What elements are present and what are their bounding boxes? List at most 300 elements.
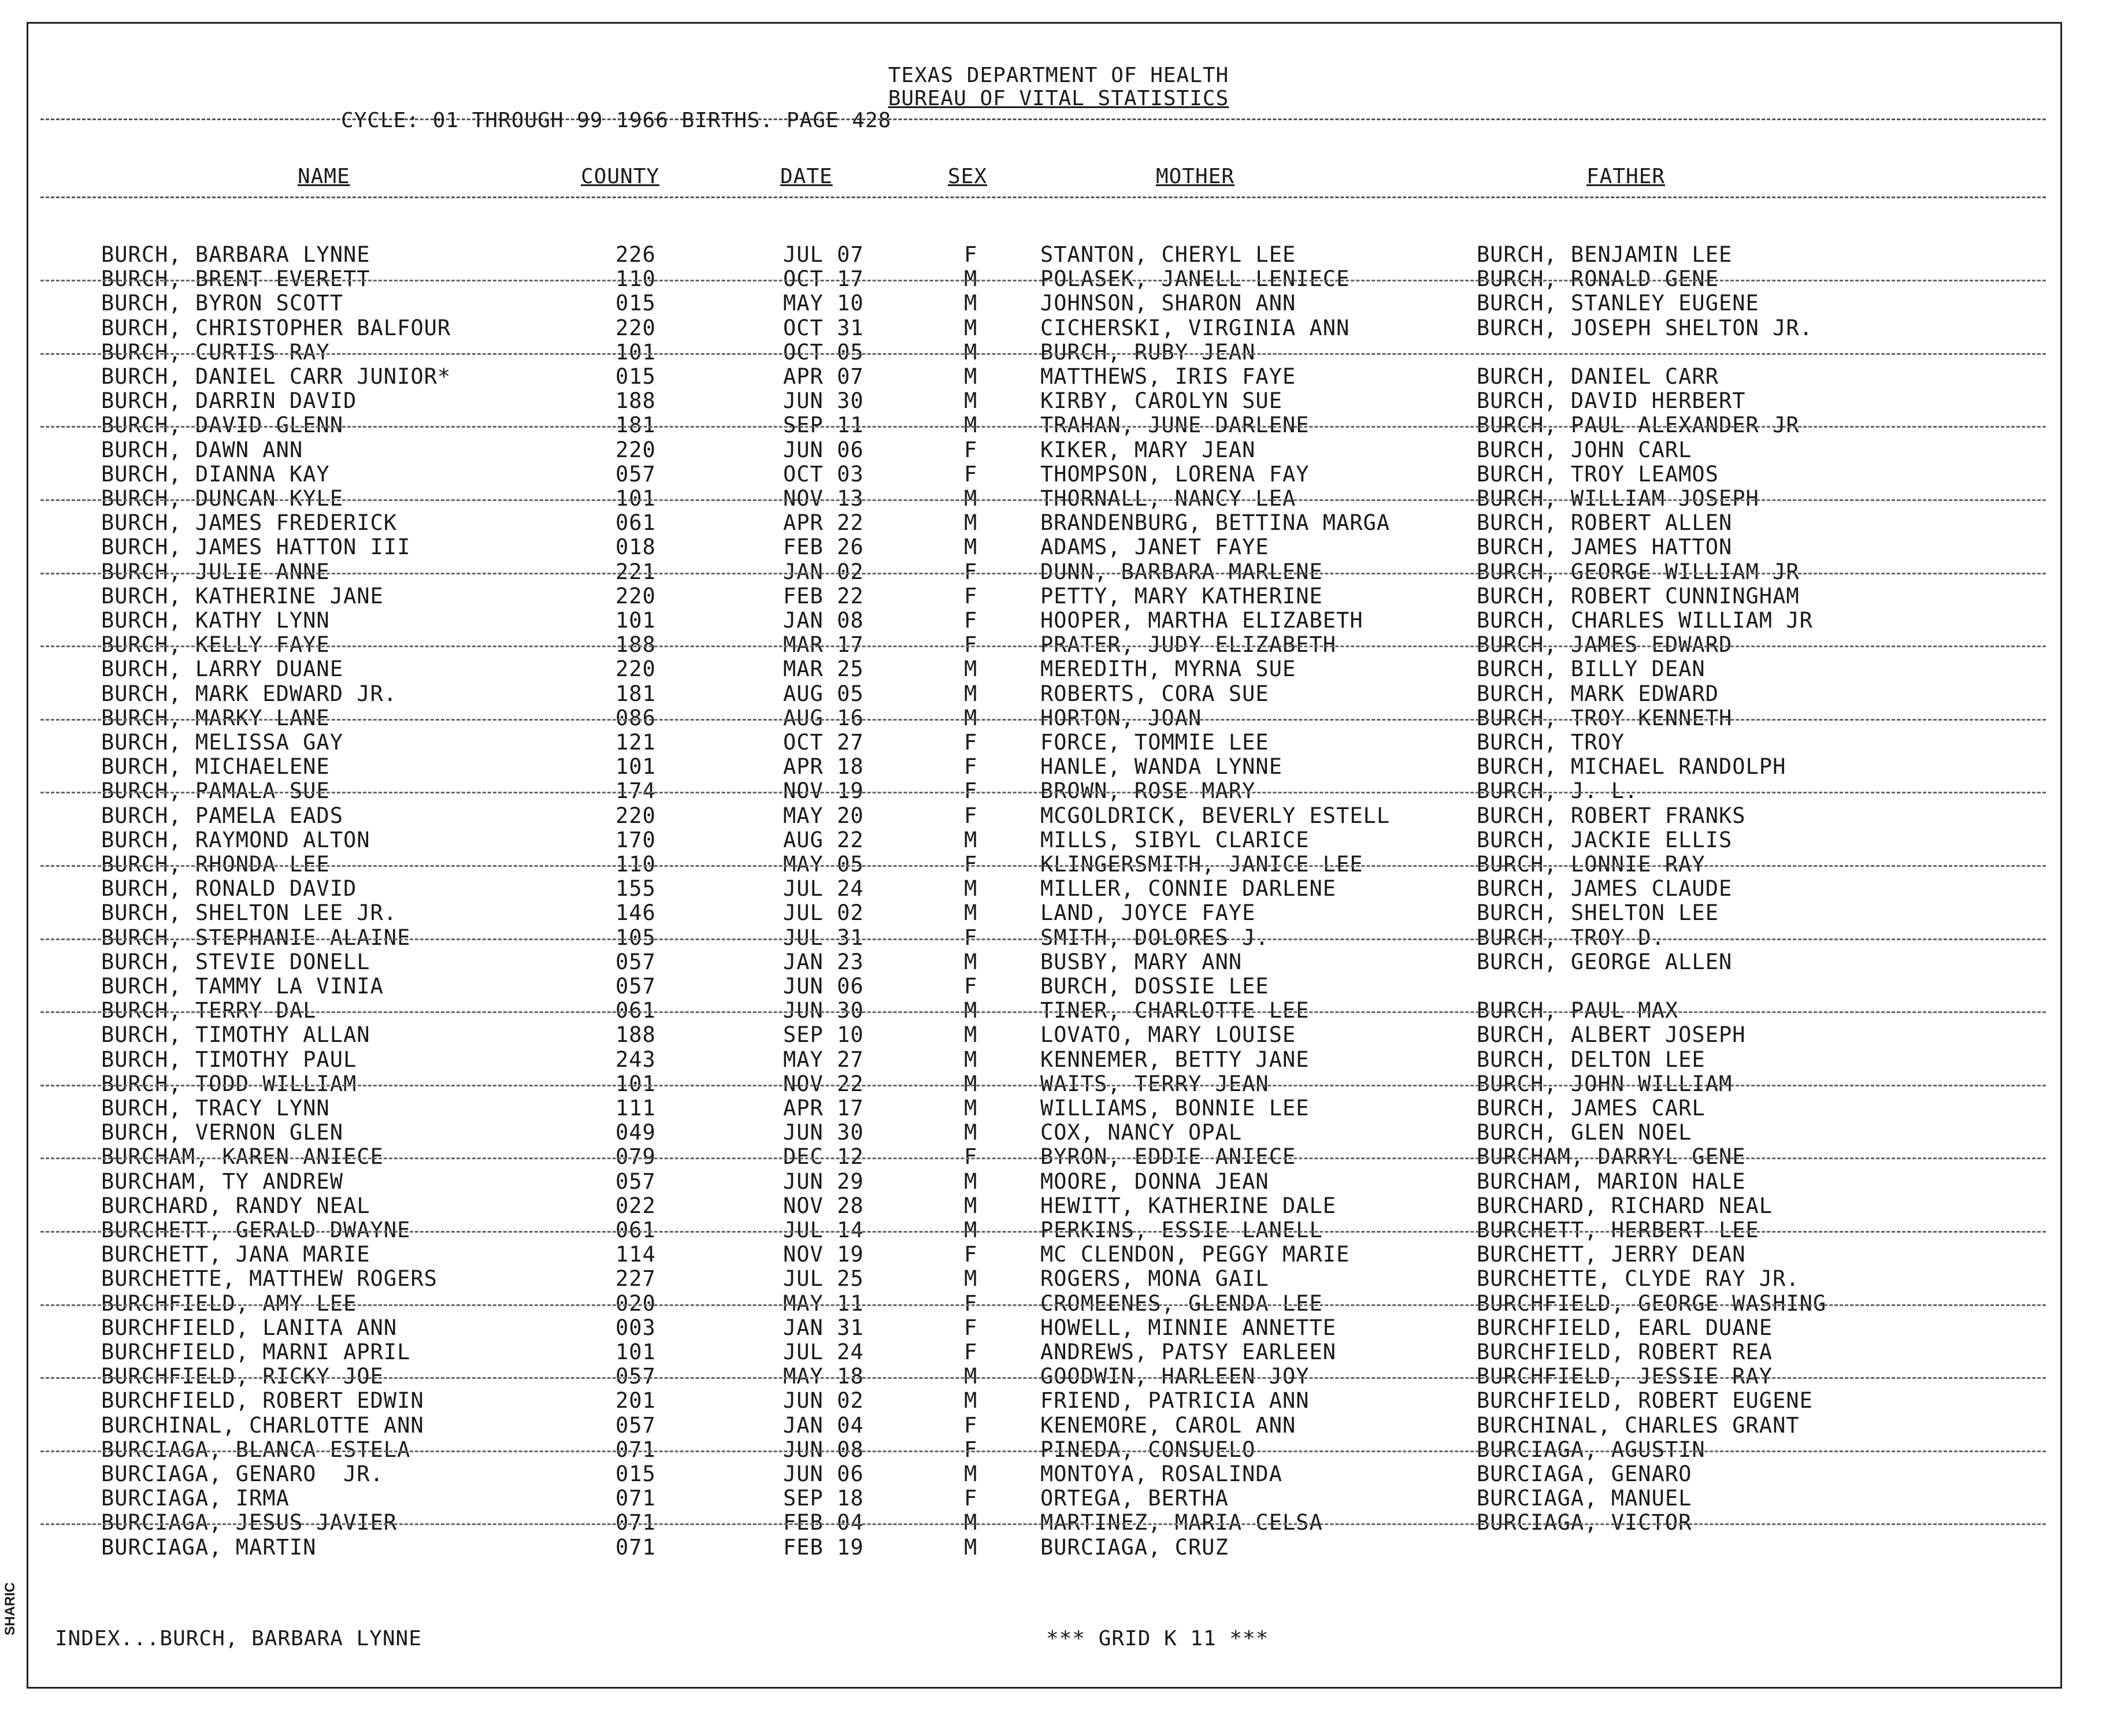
cell-name: BURCH, DARRIN DAVID — [101, 388, 357, 414]
cell-father: BURCHFIELD, JESSIE RAY — [1477, 1364, 1773, 1389]
cell-father: BURCH, CHARLES WILLIAM JR — [1477, 608, 1813, 633]
cell-name: BURCIAGA, JESUS JAVIER — [101, 1510, 398, 1535]
cell-county: 018 — [616, 535, 656, 560]
cell-county: 101 — [616, 1071, 656, 1096]
cell-father: BURCH, ROBERT CUNNINGHAM — [1477, 583, 1800, 609]
cell-county: 114 — [616, 1242, 656, 1267]
column-header-county: COUNTY — [581, 165, 660, 188]
cell-sex: F — [964, 1412, 978, 1438]
table-row — [0, 901, 2117, 925]
cell-mother: MCGOLDRICK, BEVERLY ESTELL — [1040, 803, 1391, 828]
cell-mother: ADAMS, JANET FAYE — [1040, 535, 1269, 560]
cell-county: 188 — [616, 1022, 656, 1048]
cell-name: BURCH, KATHERINE JANE — [101, 583, 384, 609]
cell-mother: PINEDA, CONSUELO — [1040, 1437, 1256, 1462]
cell-date: NOV 13 — [783, 486, 864, 511]
cell-sex: M — [964, 1022, 978, 1048]
cell-father: BURCIAGA, VICTOR — [1477, 1510, 1692, 1535]
cell-name: BURCHAM, TY ANDREW — [101, 1169, 343, 1194]
cell-mother: KENEMORE, CAROL ANN — [1040, 1412, 1296, 1438]
cell-county: 188 — [616, 632, 656, 658]
cell-county: 101 — [616, 486, 656, 511]
cell-mother: ROBERTS, CORA SUE — [1040, 681, 1269, 706]
cell-date: JUN 30 — [783, 1120, 864, 1145]
table-row — [0, 1145, 2117, 1169]
cell-name: BURCH, RAYMOND ALTON — [101, 827, 370, 852]
cell-county: 220 — [616, 437, 656, 462]
cell-father: BURCH, STANLEY EUGENE — [1477, 291, 1759, 316]
cell-name: BURCHFIELD, MARNI APRIL — [101, 1340, 411, 1364]
cell-name: BURCHETT, GERALD DWAYNE — [101, 1218, 411, 1242]
cell-name: BURCH, CHRISTOPHER BALFOUR — [101, 315, 451, 340]
cell-sex: M — [964, 388, 978, 414]
cell-father: BURCH, JAMES CARL — [1477, 1096, 1706, 1121]
cell-county: 015 — [616, 1461, 656, 1486]
cell-sex: F — [964, 803, 978, 828]
cell-sex: F — [964, 559, 978, 584]
cell-date: NOV 22 — [783, 1071, 864, 1096]
cell-date: JAN 04 — [783, 1412, 864, 1438]
cell-county: 061 — [616, 1218, 656, 1242]
cell-date: OCT 17 — [783, 266, 864, 292]
cell-father: BURCH, JAMES CLAUDE — [1477, 876, 1733, 902]
cell-name: BURCHAM, KAREN ANIECE — [101, 1144, 384, 1170]
table-row — [0, 1462, 2117, 1486]
cell-county: 057 — [616, 949, 656, 974]
cell-sex: M — [964, 413, 978, 438]
cell-name: BURCH, DAVID GLENN — [101, 413, 343, 438]
table-row — [0, 1072, 2117, 1096]
cell-father: BURCH, TROY — [1477, 730, 1625, 755]
cell-county: 071 — [616, 1534, 656, 1560]
cell-father: BURCH, WILLIAM JOSEPH — [1477, 486, 1759, 511]
cell-mother: MC CLENDON, PEGGY MARIE — [1040, 1242, 1350, 1267]
table-row — [0, 877, 2117, 901]
cell-county: 057 — [616, 461, 656, 487]
cell-sex: F — [964, 1242, 978, 1267]
cell-sex: M — [964, 364, 978, 389]
cell-mother: CROMEENES, GLENDA LEE — [1040, 1290, 1323, 1316]
table-row — [0, 267, 2117, 291]
cell-date: JUN 02 — [783, 1388, 864, 1414]
cell-sex: F — [964, 1486, 978, 1511]
cell-mother: CICHERSKI, VIRGINIA ANN — [1040, 315, 1350, 340]
cell-county: 111 — [616, 1096, 656, 1121]
cell-father: BURCH, TROY LEAMOS — [1477, 461, 1719, 487]
row-separator — [40, 1451, 2046, 1452]
table-row — [0, 1389, 2117, 1413]
cell-mother: FRIEND, PATRICIA ANN — [1040, 1388, 1310, 1414]
cell-date: JUN 06 — [783, 437, 864, 462]
cell-father: BURCHARD, RICHARD NEAL — [1477, 1193, 1773, 1218]
cell-mother: HANLE, WANDA LYNNE — [1040, 754, 1282, 780]
cycle-info: CYCLE: 01 THROUGH 99 1966 BIRTHS. PAGE 428 — [341, 109, 892, 132]
table-row — [0, 1414, 2117, 1438]
cell-father: BURCH, JAMES HATTON — [1477, 535, 1733, 560]
cell-date: APR 22 — [783, 510, 864, 536]
cell-mother: WILLIAMS, BONNIE LEE — [1040, 1096, 1310, 1121]
cell-county: 015 — [616, 364, 656, 389]
cell-county: 057 — [616, 974, 656, 999]
row-separator — [40, 1523, 2046, 1525]
cell-sex: M — [964, 266, 978, 292]
cell-sex: F — [964, 632, 978, 658]
cell-mother: PERKINS, ESSIE LANELL — [1040, 1218, 1323, 1242]
cell-sex: M — [964, 1364, 978, 1389]
cell-mother: STANTON, CHERYL LEE — [1040, 242, 1296, 267]
cell-father: BURCH, JOHN CARL — [1477, 437, 1692, 462]
cell-mother: KENNEMER, BETTY JANE — [1040, 1047, 1310, 1072]
cell-sex: M — [964, 1388, 978, 1414]
cell-date: SEP 18 — [783, 1486, 864, 1511]
table-row — [0, 706, 2117, 730]
cell-date: NOV 28 — [783, 1193, 864, 1218]
table-row — [0, 779, 2117, 803]
table-row — [0, 974, 2117, 999]
cell-county: 110 — [616, 266, 656, 292]
cell-sex: M — [964, 510, 978, 536]
cell-date: OCT 03 — [783, 461, 864, 487]
cell-father: BURCHAM, MARION HALE — [1477, 1169, 1746, 1194]
table-row — [0, 560, 2117, 584]
row-separator — [40, 1011, 2046, 1013]
row-separator — [40, 426, 2046, 428]
cell-father: BURCH, DAVID HERBERT — [1477, 388, 1746, 414]
cell-county: 022 — [616, 1193, 656, 1218]
cell-name: BURCH, DIANNA KAY — [101, 461, 330, 487]
cell-mother: KIKER, MARY JEAN — [1040, 437, 1256, 462]
table-row — [0, 1023, 2117, 1047]
cell-sex: M — [964, 1193, 978, 1218]
cell-name: BURCH, JULIE ANNE — [101, 559, 330, 584]
cell-name: BURCH, TIMOTHY ALLAN — [101, 1022, 370, 1048]
cell-father: BURCIAGA, MANUEL — [1477, 1486, 1692, 1511]
cell-sex: M — [964, 1534, 978, 1560]
cell-father: BURCH, JAMES EDWARD — [1477, 632, 1733, 658]
cell-name: BURCH, DAWN ANN — [101, 437, 303, 462]
cell-father: BURCH, LONNIE RAY — [1477, 852, 1706, 877]
cell-name: BURCHFIELD, AMY LEE — [101, 1290, 357, 1316]
cell-father: BURCH, J. L. — [1477, 778, 1638, 804]
row-separator — [40, 1304, 2046, 1306]
cell-date: JUL 24 — [783, 876, 864, 902]
table-row — [0, 1170, 2117, 1194]
cell-county: 015 — [616, 291, 656, 316]
cell-name: BURCHFIELD, LANITA ANN — [101, 1315, 398, 1340]
cell-father: BURCHETTE, CLYDE RAY JR. — [1477, 1266, 1800, 1292]
cell-mother: THOMPSON, LORENA FAY — [1040, 461, 1310, 487]
cell-sex: M — [964, 486, 978, 511]
table-row — [0, 609, 2117, 633]
cell-mother: BURCH, RUBY JEAN — [1040, 339, 1256, 365]
cell-father: BURCH, GEORGE ALLEN — [1477, 949, 1733, 974]
cell-date: MAY 27 — [783, 1047, 864, 1072]
cell-name: BURCH, LARRY DUANE — [101, 656, 343, 682]
cell-sex: F — [964, 1340, 978, 1364]
row-separator — [40, 499, 2046, 501]
table-row — [0, 1340, 2117, 1364]
table-row — [0, 1194, 2117, 1218]
cell-father: BURCHFIELD, EARL DUANE — [1477, 1315, 1773, 1340]
cell-name: BURCH, DANIEL CARR JUNIOR* — [101, 364, 451, 389]
cell-sex: F — [964, 1437, 978, 1462]
cell-mother: BRANDENBURG, BETTINA MARGA — [1040, 510, 1391, 536]
cell-date: JUL 24 — [783, 1340, 864, 1364]
cell-county: 057 — [616, 1364, 656, 1389]
cell-sex: F — [964, 730, 978, 755]
cell-father: BURCH, RONALD GENE — [1477, 266, 1719, 292]
cell-date: JUN 08 — [783, 1437, 864, 1462]
table-row — [0, 926, 2117, 950]
cell-date: JAN 08 — [783, 608, 864, 633]
cell-sex: M — [964, 1120, 978, 1145]
table-row — [0, 1121, 2117, 1145]
cell-name: BURCH, KATHY LYNN — [101, 608, 330, 633]
table-row — [0, 535, 2117, 559]
cell-county: 227 — [616, 1266, 656, 1292]
cell-mother: WAITS, TERRY JEAN — [1040, 1071, 1269, 1096]
bureau-title: BUREAU OF VITAL STATISTICS — [888, 87, 1229, 110]
cell-sex: M — [964, 1461, 978, 1486]
row-separator — [40, 280, 2046, 281]
cell-sex: M — [964, 315, 978, 340]
row-separator — [40, 865, 2046, 867]
cell-county: 057 — [616, 1412, 656, 1438]
table-row — [0, 487, 2117, 511]
cell-mother: SMITH, DOLORES J. — [1040, 925, 1269, 950]
cell-sex: F — [964, 583, 978, 609]
row-separator — [40, 792, 2046, 793]
cell-name: BURCH, KELLY FAYE — [101, 632, 330, 658]
header-divider-2 — [40, 196, 2046, 198]
cell-father: BURCH, ROBERT ALLEN — [1477, 510, 1733, 536]
cell-county: 057 — [616, 1169, 656, 1194]
cell-name: BURCIAGA, IRMA — [101, 1486, 290, 1511]
cell-date: JUN 30 — [783, 998, 864, 1023]
department-title: TEXAS DEPARTMENT OF HEALTH — [888, 64, 1229, 87]
cell-name: BURCH, JAMES HATTON III — [101, 535, 411, 560]
cell-sex: M — [964, 827, 978, 852]
cell-name: BURCHFIELD, RICKY JOE — [101, 1364, 384, 1389]
cell-father: BURCH, GLEN NOEL — [1477, 1120, 1692, 1145]
cell-name: BURCH, CURTIS RAY — [101, 339, 330, 365]
table-row — [0, 828, 2117, 852]
cell-date: JUL 07 — [783, 242, 864, 267]
cell-sex: F — [964, 437, 978, 462]
cell-date: JUN 29 — [783, 1169, 864, 1194]
table-row — [0, 1438, 2117, 1462]
cell-mother: COX, NANCY OPAL — [1040, 1120, 1243, 1145]
cell-county: 226 — [616, 242, 656, 267]
cell-sex: F — [964, 461, 978, 487]
column-header-name: NAME — [298, 165, 350, 188]
cell-name: BURCH, BYRON SCOTT — [101, 291, 343, 316]
cell-sex: M — [964, 291, 978, 316]
cell-father: BURCIAGA, AGUSTIN — [1477, 1437, 1706, 1462]
cell-county: 188 — [616, 388, 656, 414]
cell-mother: HORTON, JOAN — [1040, 705, 1202, 730]
cell-sex: M — [964, 900, 978, 926]
cell-mother: FORCE, TOMMIE LEE — [1040, 730, 1269, 755]
cell-name: BURCH, STEVIE DONELL — [101, 949, 370, 974]
cell-county: 220 — [616, 315, 656, 340]
cell-date: OCT 05 — [783, 339, 864, 365]
cell-mother: PETTY, MARY KATHERINE — [1040, 583, 1323, 609]
cell-father: BURCH, JOSEPH SHELTON JR. — [1477, 315, 1813, 340]
cell-sex: F — [964, 1144, 978, 1170]
cell-name: BURCH, TODD WILLIAM — [101, 1071, 357, 1096]
cell-date: APR 17 — [783, 1096, 864, 1121]
cell-name: BURCH, MICHAELENE — [101, 754, 330, 780]
cell-date: JUN 06 — [783, 974, 864, 999]
cell-father: BURCH, PAUL ALEXANDER JR — [1477, 413, 1800, 438]
cell-sex: M — [964, 1218, 978, 1242]
cell-county: 071 — [616, 1437, 656, 1462]
table-row — [0, 1364, 2117, 1389]
cell-date: JUL 25 — [783, 1266, 864, 1292]
table-row — [0, 1292, 2117, 1316]
cell-father: BURCH, JOHN WILLIAM — [1477, 1071, 1733, 1096]
cell-county: 079 — [616, 1144, 656, 1170]
cell-date: MAY 10 — [783, 291, 864, 316]
cell-date: OCT 27 — [783, 730, 864, 755]
table-row — [0, 462, 2117, 487]
cell-county: 146 — [616, 900, 656, 926]
cell-mother: HOWELL, MINNIE ANNETTE — [1040, 1315, 1337, 1340]
table-row — [0, 633, 2117, 657]
cell-county: 049 — [616, 1120, 656, 1145]
cell-name: BURCIAGA, BLANCA ESTELA — [101, 1437, 411, 1462]
cell-date: MAY 20 — [783, 803, 864, 828]
cell-name: BURCHINAL, CHARLOTTE ANN — [101, 1412, 424, 1438]
cell-father: BURCHAM, DARRYL GENE — [1477, 1144, 1746, 1170]
cell-mother: KLINGERSMITH, JANICE LEE — [1040, 852, 1363, 877]
row-separator — [40, 1085, 2046, 1086]
cell-mother: DUNN, BARBARA MARLENE — [1040, 559, 1323, 584]
cell-father: BURCH, TROY KENNETH — [1477, 705, 1733, 730]
cell-father: BURCH, ALBERT JOSEPH — [1477, 1022, 1746, 1048]
cell-name: BURCH, BARBARA LYNNE — [101, 242, 370, 267]
cell-sex: M — [964, 1071, 978, 1096]
cell-father: BURCH, DELTON LEE — [1477, 1047, 1706, 1072]
cell-mother: TRAHAN, JUNE DARLENE — [1040, 413, 1310, 438]
cell-father: BURCHFIELD, ROBERT REA — [1477, 1340, 1773, 1364]
table-row — [0, 1267, 2117, 1291]
cell-name: BURCH, STEPHANIE ALAINE — [101, 925, 411, 950]
cell-father: BURCH, DANIEL CARR — [1477, 364, 1719, 389]
cell-date: AUG 16 — [783, 705, 864, 730]
table-row — [0, 1242, 2117, 1267]
row-separator — [40, 719, 2046, 721]
cell-name: BURCIAGA, GENARO JR. — [101, 1461, 384, 1486]
grid-footer: *** GRID K 11 *** — [1046, 1627, 1269, 1650]
table-row — [0, 316, 2117, 340]
cell-date: JUL 31 — [783, 925, 864, 950]
table-row — [0, 438, 2117, 462]
cell-sex: M — [964, 656, 978, 682]
cell-mother: MOORE, DONNA JEAN — [1040, 1169, 1269, 1194]
table-row — [0, 950, 2117, 974]
cell-name: BURCIAGA, MARTIN — [101, 1534, 317, 1560]
cell-county: 101 — [616, 754, 656, 780]
cell-name: BURCH, RHONDA LEE — [101, 852, 330, 877]
cell-county: 071 — [616, 1486, 656, 1511]
row-separator — [40, 353, 2046, 355]
cell-date: JAN 31 — [783, 1315, 864, 1340]
cell-father: BURCH, PAUL MAX — [1477, 998, 1679, 1023]
cell-father: BURCHETT, HERBERT LEE — [1477, 1218, 1759, 1242]
cell-name: BURCH, DUNCAN KYLE — [101, 486, 343, 511]
cell-county: 061 — [616, 998, 656, 1023]
cell-sex: M — [964, 339, 978, 365]
table-row — [0, 1316, 2117, 1340]
side-label: SHARIC — [2, 1582, 18, 1635]
cell-date: SEP 10 — [783, 1022, 864, 1048]
cell-father: BURCHFIELD, ROBERT EUGENE — [1477, 1388, 1813, 1414]
cell-date: MAR 25 — [783, 656, 864, 682]
cell-mother: BURCH, DOSSIE LEE — [1040, 974, 1269, 999]
cell-mother: MEREDITH, MYRNA SUE — [1040, 656, 1296, 682]
cell-county: 155 — [616, 876, 656, 902]
cell-county: 086 — [616, 705, 656, 730]
cell-county: 003 — [616, 1315, 656, 1340]
cell-county: 201 — [616, 1388, 656, 1414]
index-footer: INDEX...BURCH, BARBARA LYNNE — [55, 1627, 422, 1650]
column-header-father: FATHER — [1586, 165, 1666, 188]
cell-mother: LOVATO, MARY LOUISE — [1040, 1022, 1296, 1048]
table-row — [0, 682, 2117, 706]
cell-mother: LAND, JOYCE FAYE — [1040, 900, 1256, 926]
cell-county: 181 — [616, 681, 656, 706]
cell-mother: KIRBY, CAROLYN SUE — [1040, 388, 1282, 414]
cell-sex: M — [964, 1047, 978, 1072]
cell-mother: HEWITT, KATHERINE DALE — [1040, 1193, 1337, 1218]
cell-mother: ROGERS, MONA GAIL — [1040, 1266, 1269, 1292]
cell-name: BURCH, TIMOTHY PAUL — [101, 1047, 357, 1072]
cell-name: BURCHFIELD, ROBERT EDWIN — [101, 1388, 424, 1414]
cell-sex: M — [964, 876, 978, 902]
cell-mother: MILLS, SIBYL CLARICE — [1040, 827, 1310, 852]
cell-sex: M — [964, 1169, 978, 1194]
cell-date: APR 18 — [783, 754, 864, 780]
cell-sex: F — [964, 778, 978, 804]
cell-sex: M — [964, 1266, 978, 1292]
cell-sex: F — [964, 974, 978, 999]
cell-county: 101 — [616, 1340, 656, 1364]
row-separator — [40, 939, 2046, 940]
cell-county: 221 — [616, 559, 656, 584]
cell-mother: HOOPER, MARTHA ELIZABETH — [1040, 608, 1363, 633]
cell-date: DEC 12 — [783, 1144, 864, 1170]
cell-county: 220 — [616, 803, 656, 828]
cell-father: BURCH, TROY D. — [1477, 925, 1665, 950]
cell-date: JUL 14 — [783, 1218, 864, 1242]
cell-father: BURCH, MICHAEL RANDOLPH — [1477, 754, 1786, 780]
cell-father: BURCH, MARK EDWARD — [1477, 681, 1719, 706]
cell-name: BURCH, PAMELA EADS — [101, 803, 343, 828]
table-row — [0, 243, 2117, 267]
cell-mother: BUSBY, MARY ANN — [1040, 949, 1243, 974]
cell-county: 220 — [616, 656, 656, 682]
cell-mother: THORNALL, NANCY LEA — [1040, 486, 1296, 511]
cell-date: JUL 02 — [783, 900, 864, 926]
cell-county: 101 — [616, 339, 656, 365]
row-separator — [40, 573, 2046, 574]
cell-name: BURCHETTE, MATTHEW ROGERS — [101, 1266, 438, 1292]
cell-sex: F — [964, 754, 978, 780]
cell-date: FEB 22 — [783, 583, 864, 609]
column-header-mother: MOTHER — [1156, 165, 1235, 188]
